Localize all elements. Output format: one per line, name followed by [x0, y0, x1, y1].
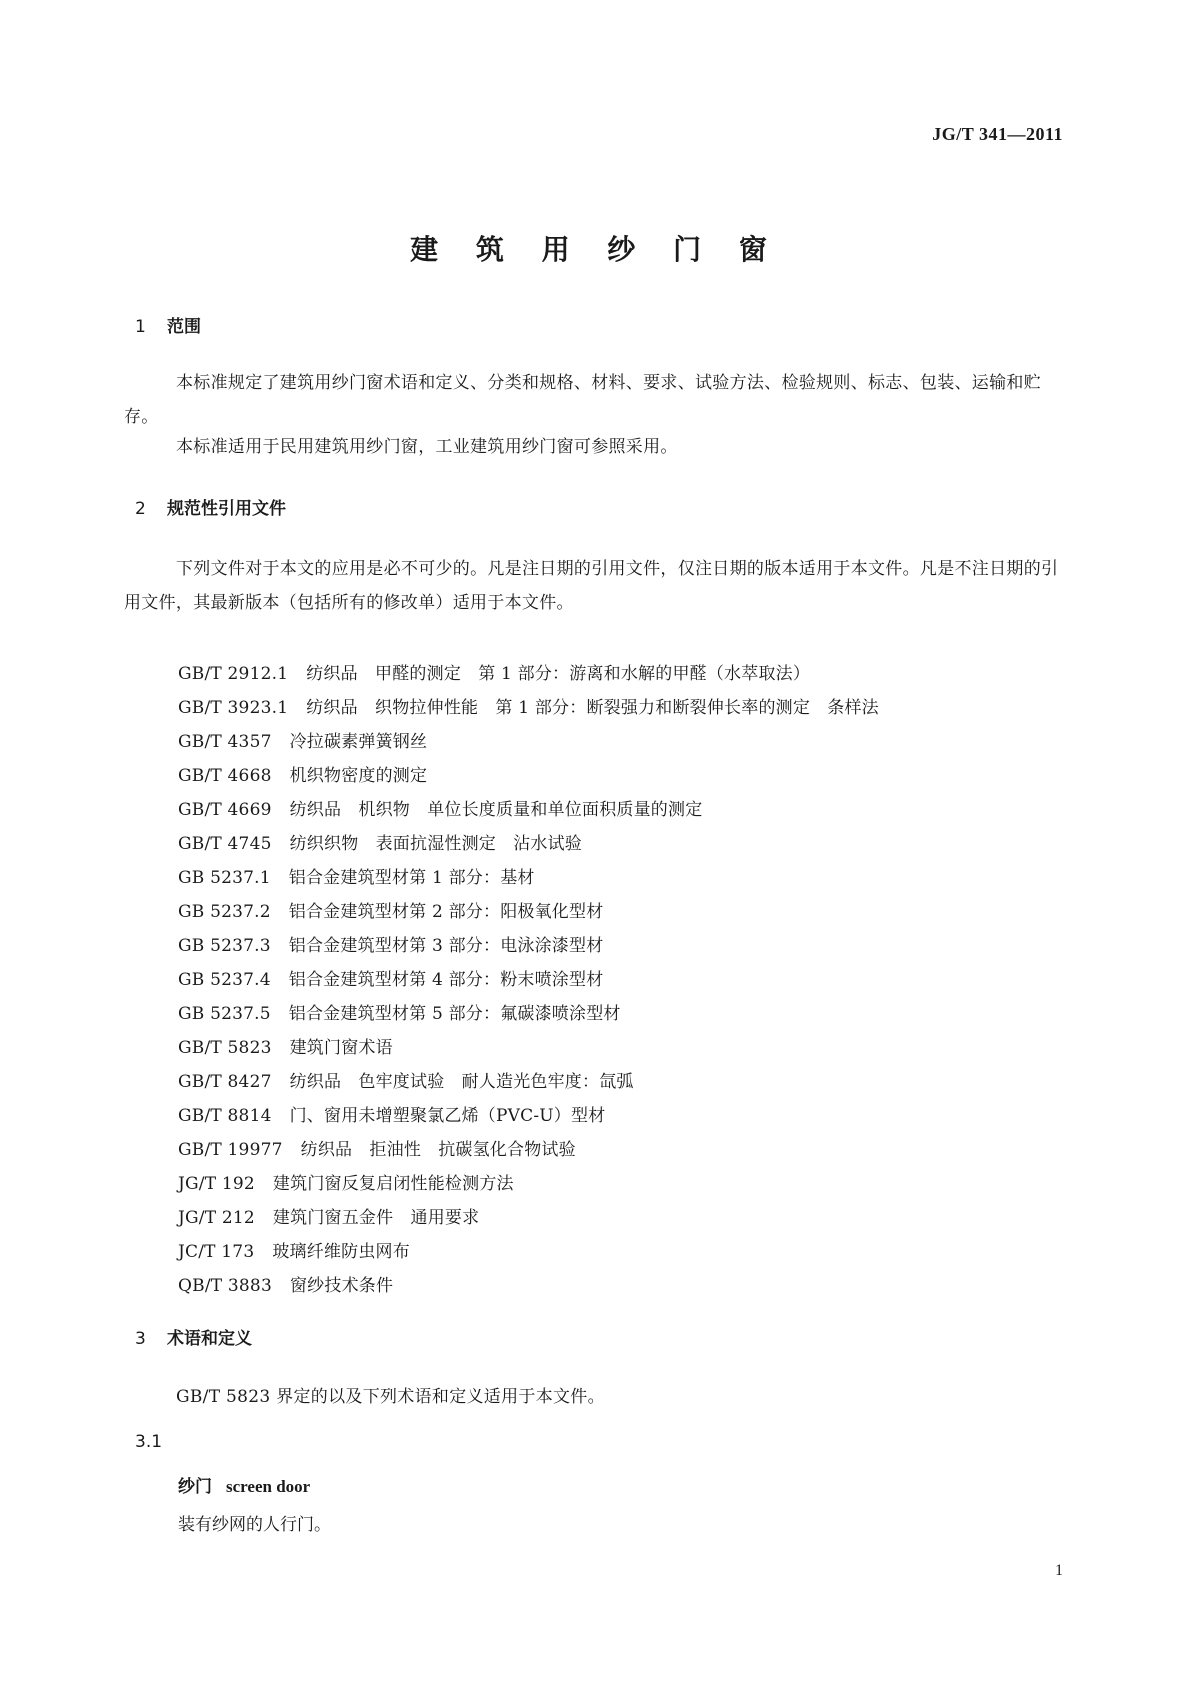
- reference-title: 纺织品 拒油性 抗碳氢化合物试验: [300, 1140, 576, 1160]
- document-title: 建 筑 用 纱 门 窗: [410, 233, 781, 266]
- reference-item: [178, 1201, 879, 1235]
- reference-code: QB/T 3883: [178, 1276, 272, 1296]
- reference-item: [178, 657, 879, 691]
- normative-intro-paragraph: 下列文件对于本文的应用是必不可少的。凡是注日期的引用文件，仅注日期的版本适用于本文件。凡是不注日期的引用文件，其最新版本（包括所有的修改单）适用于本文件。: [124, 559, 1059, 613]
- reference-item: [178, 963, 879, 997]
- reference-item: [178, 997, 879, 1031]
- reference-item: [178, 1133, 879, 1167]
- section-number: 1: [135, 317, 146, 337]
- section-title: 范围: [167, 317, 201, 337]
- reference-title: 窗纱技术条件: [289, 1276, 394, 1296]
- reference-title: 铝合金建筑型材第 1 部分：基材: [288, 868, 535, 888]
- term-english: screen door: [226, 1477, 311, 1496]
- reference-item: [178, 1031, 879, 1065]
- reference-code: GB/T 2912.1: [178, 664, 289, 684]
- reference-title: 铝合金建筑型材第 3 部分：电泳涂漆型材: [288, 936, 604, 956]
- reference-title: 纺织品 甲醛的测定 第 1 部分：游离和水解的甲醛（水萃取法）: [306, 664, 811, 684]
- reference-item: [178, 1065, 879, 1099]
- reference-code: JC/T 173: [178, 1242, 255, 1262]
- term-definition: 装有纱网的人行门。: [178, 1515, 331, 1535]
- reference-title: 纺织织物 表面抗湿性测定 沾水试验: [289, 834, 583, 854]
- reference-item: [178, 861, 879, 895]
- reference-title: 纺织品 织物拉伸性能 第 1 部分：断裂强力和断裂伸长率的测定 条样法: [306, 698, 879, 718]
- reference-code: GB/T 8427: [178, 1072, 272, 1092]
- reference-code: GB 5237.4: [178, 970, 271, 990]
- reference-title: 纺织品 色牢度试验 耐人造光色牢度：氙弧: [289, 1072, 634, 1092]
- term-entry: [178, 1472, 310, 1497]
- reference-title: 铝合金建筑型材第 2 部分：阳极氧化型材: [288, 902, 604, 922]
- reference-title: 冷拉碳素弹簧钢丝: [289, 732, 428, 752]
- clause-number: 3.1: [135, 1432, 163, 1452]
- section-2-heading: [135, 494, 286, 519]
- standard-code: JG/T 341—2011: [932, 124, 1063, 144]
- reference-item: [178, 827, 879, 861]
- reference-code: JG/T 192: [178, 1174, 255, 1194]
- reference-code: GB/T 3923.1: [178, 698, 289, 718]
- reference-item: [178, 793, 879, 827]
- reference-code: GB 5237.5: [178, 1004, 271, 1024]
- reference-list: [178, 657, 879, 1303]
- reference-title: 建筑门窗五金件 通用要求: [272, 1208, 480, 1228]
- section-3-heading: [135, 1324, 252, 1349]
- reference-item: [178, 1269, 879, 1303]
- reference-item: [178, 1099, 879, 1133]
- reference-title: 铝合金建筑型材第 4 部分：粉末喷涂型材: [288, 970, 604, 990]
- section-number: 2: [135, 499, 146, 519]
- reference-code: GB/T 5823: [178, 1038, 272, 1058]
- section-title: 规范性引用文件: [167, 499, 286, 519]
- reference-code: GB/T 4357: [178, 732, 272, 752]
- reference-title: 门、窗用未增塑聚氯乙烯（PVC-U）型材: [289, 1106, 606, 1126]
- reference-title: 纺织品 机织物 单位长度质量和单位面积质量的测定: [289, 800, 703, 820]
- reference-title: 铝合金建筑型材第 5 部分：氟碳漆喷涂型材: [288, 1004, 621, 1024]
- reference-code: GB/T 4668: [178, 766, 272, 786]
- scope-paragraph-2: 本标准适用于民用建筑用纱门窗，工业建筑用纱门窗可参照采用。: [176, 437, 678, 457]
- reference-item: [178, 725, 879, 759]
- page-number: 1: [1055, 1562, 1063, 1579]
- reference-code: GB 5237.3: [178, 936, 271, 956]
- reference-code: JG/T 212: [178, 1208, 255, 1228]
- section-1-heading: [135, 312, 201, 337]
- reference-item: [178, 1235, 879, 1269]
- reference-item: [178, 1167, 879, 1201]
- reference-title: 建筑门窗术语: [289, 1038, 393, 1058]
- reference-item: [178, 759, 879, 793]
- reference-code: GB 5237.2: [178, 902, 271, 922]
- terms-intro-paragraph: GB/T 5823 界定的以及下列术语和定义适用于本文件。: [176, 1387, 605, 1407]
- reference-code: GB/T 4669: [178, 800, 272, 820]
- term-chinese: 纱门: [178, 1477, 212, 1497]
- reference-title: 机织物密度的测定: [289, 766, 428, 786]
- scope-paragraph-1: 本标准规定了建筑用纱门窗术语和定义、分类和规格、材料、要求、试验方法、检验规则、标志、包装、运输和贮存。: [124, 373, 1041, 427]
- reference-title: 建筑门窗反复启闭性能检测方法: [272, 1174, 514, 1194]
- reference-code: GB 5237.1: [178, 868, 271, 888]
- reference-code: GB/T 8814: [178, 1106, 272, 1126]
- reference-code: GB/T 19977: [178, 1140, 283, 1160]
- section-title: 术语和定义: [167, 1329, 252, 1349]
- reference-item: [178, 691, 879, 725]
- reference-code: GB/T 4745: [178, 834, 272, 854]
- reference-item: [178, 929, 879, 963]
- reference-item: [178, 895, 879, 929]
- reference-title: 玻璃纤维防虫网布: [272, 1242, 410, 1262]
- section-number: 3: [135, 1329, 146, 1349]
